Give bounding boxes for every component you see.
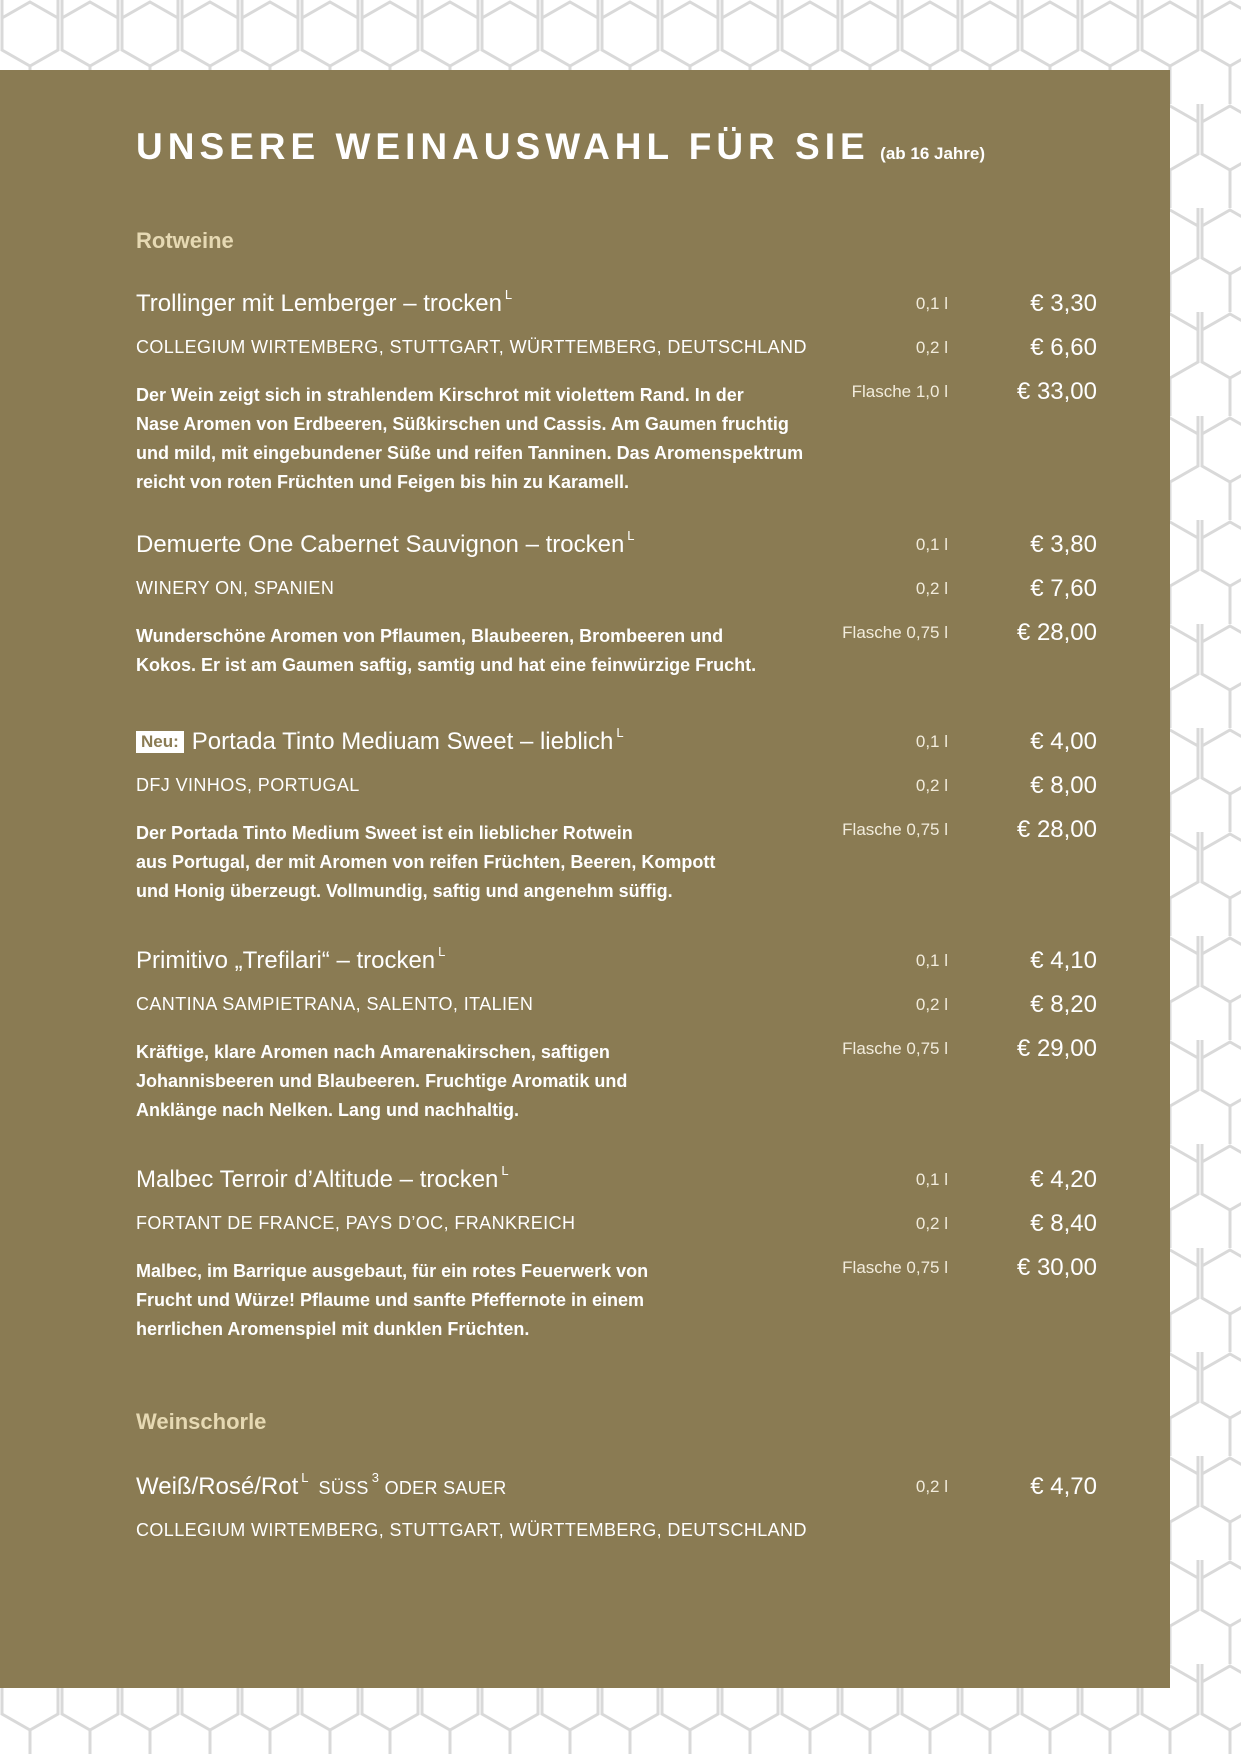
price-label: € 28,00 (1016, 619, 1097, 646)
wine-description (136, 1038, 836, 1125)
wine-row (0, 575, 1170, 607)
wine-row (0, 1470, 1170, 1505)
description-line: aus Portugal, der mit Aromen von reifen Früchten, Beeren, Kompott (136, 852, 716, 872)
wine-name: Neu: Portada Tinto Mediuam Sweet – lieblich $^L$ (136, 728, 624, 756)
description-line: Der Wein zeigt sich in strahlendem Kirschrot mit violettem Rand. In der (136, 385, 744, 405)
wine-row (0, 725, 1170, 760)
producer-label: CANTINA SAMPIETRANA, SALENTO, ITALIEN (136, 994, 534, 1014)
size-label: 0,2 l (915, 579, 948, 598)
price-label: € 28,00 (1016, 816, 1097, 843)
producer-label: DFJ VINHOS, PORTUGAL (136, 775, 360, 795)
taste-options: SÜSS$^3$ ODER SAUER (318, 1470, 507, 1498)
producer-label: FORTANT DE FRANCE, PAYS D’OC, FRANKREICH (136, 1213, 576, 1233)
page-title (136, 126, 985, 168)
size-label: Flasche 0,75 l (842, 623, 948, 642)
allergen-mark: L (504, 287, 513, 302)
wine-description (136, 622, 836, 680)
description-line: Frucht und Würze! Pflaume und sanfte Pfeffernote in einem (136, 1290, 645, 1310)
description-line: Nase Aromen von Erdbeeren, Süßkirschen und Cassis. Am Gaumen fruchtig (136, 414, 789, 434)
size-label: Flasche 0,75 l (842, 1258, 948, 1277)
price-label: € 8,00 (1030, 772, 1097, 799)
producer-label: WINERY ON, SPANIEN (136, 578, 335, 598)
size-label: 0,1 l (915, 1170, 948, 1189)
price-label: € 4,70 (1030, 1473, 1097, 1500)
allergen-mark: L (438, 944, 446, 959)
description-line: Der Portada Tinto Medium Sweet ist ein lieblicher Rotwein (136, 823, 633, 843)
producer-label: COLLEGIUM WIRTEMBERG, STUTTGART, WÜRTTEMBERG, DEUTSCHLAND (136, 337, 807, 357)
allergen-mark: L (501, 1163, 509, 1178)
wine-description (136, 819, 836, 906)
size-label: Flasche 0,75 l (842, 820, 948, 839)
allergen-mark: L (627, 528, 635, 543)
wine-name: Malbec Terroir d’Altitude – trocken $^L$ (136, 1163, 509, 1193)
description-line: Kräftige, klare Aromen nach Amarenakirschen, saftigen (136, 1042, 610, 1062)
size-label: 0,1 l (915, 951, 948, 970)
wine-row (0, 287, 1170, 322)
wine-row (0, 1163, 1170, 1198)
price-label: € 4,10 (1030, 947, 1097, 974)
wine-row (0, 991, 1170, 1023)
price-label: € 4,20 (1030, 1166, 1097, 1193)
wine-row (0, 944, 1170, 979)
size-label: 0,2 l (915, 1477, 948, 1496)
price-label: € 30,00 (1016, 1254, 1097, 1281)
size-label: 0,1 l (915, 294, 948, 313)
allergen-mark: L (616, 725, 624, 740)
description-line: Anklänge nach Nelken. Lang und nachhaltig. (136, 1100, 520, 1120)
section-heading-rotweine: Rotweine (136, 228, 234, 253)
wine-name: Weiß/Rosé/Rot $^L$SÜSS$^3$ ODER SAUER (136, 1470, 507, 1500)
size-label: 0,1 l (915, 535, 948, 554)
new-badge: Neu: (136, 731, 184, 753)
price-label: € 8,40 (1030, 1210, 1097, 1237)
footnote-mark: 3 (371, 1470, 380, 1485)
title-text: UNSERE WEINAUSWAHL FÜR SIE (136, 126, 870, 167)
size-label: 0,2 l (915, 1214, 948, 1233)
wine-row (0, 772, 1170, 804)
description-line: Malbec, im Barrique ausgebaut, für ein rotes Feuerwerk von (136, 1261, 649, 1281)
description-line: Wunderschöne Aromen von Pflaumen, Blaubeeren, Brombeeren und (136, 626, 724, 646)
price-label: € 33,00 (1016, 378, 1097, 405)
size-label: 0,1 l (915, 732, 948, 751)
wine-name: Trollinger mit Lemberger – trocken $^L$ (136, 287, 513, 317)
description-line: Johannisbeeren und Blaubeeren. Fruchtige Aromatik und (136, 1071, 628, 1091)
wine-name: Primitivo „Trefilari“ – trocken $^L$ (136, 944, 446, 974)
price-label: € 3,30 (1030, 290, 1097, 317)
wine-row (0, 1517, 1170, 1549)
wine-description (136, 381, 836, 497)
wine-row (0, 528, 1170, 563)
wine-name: Demuerte One Cabernet Sauvignon – trocken $^L$ (136, 528, 635, 558)
price-label: € 7,60 (1030, 575, 1097, 602)
wine-row (0, 1210, 1170, 1242)
price-label: € 29,00 (1016, 1035, 1097, 1062)
size-label: Flasche 0,75 l (842, 1039, 948, 1058)
producer-label: COLLEGIUM WIRTEMBERG, STUTTGART, WÜRTTEMBERG, DEUTSCHLAND (136, 1520, 807, 1540)
price-label: € 3,80 (1030, 531, 1097, 558)
allergen-mark: L (301, 1470, 309, 1485)
price-label: € 6,60 (1030, 334, 1097, 361)
description-line: und mild, mit eingebundener Süße und reifen Tanninen. Das Aromenspektrum (136, 443, 804, 463)
description-line: Kokos. Er ist am Gaumen saftig, samtig und hat eine feinwürzige Frucht. (136, 655, 757, 675)
section-heading-weinschorle: Weinschorle (136, 1409, 267, 1434)
wine-description (136, 1257, 836, 1344)
size-label: 0,2 l (915, 338, 948, 357)
size-label: 0,2 l (915, 995, 948, 1014)
wine-row (0, 334, 1170, 366)
description-line: reicht von roten Früchten und Feigen bis hin zu Karamell. (136, 472, 630, 492)
price-label: € 8,20 (1030, 991, 1097, 1018)
description-line: herrlichen Aromenspiel mit dunklen Früchten. (136, 1319, 530, 1339)
description-line: und Honig überzeugt. Vollmundig, saftig und angenehm süffig. (136, 881, 673, 901)
size-label: 0,2 l (915, 776, 948, 795)
age-note: (ab 16 Jahre) (880, 144, 986, 163)
price-label: € 4,00 (1030, 728, 1097, 755)
size-label: Flasche 1,0 l (851, 382, 948, 401)
